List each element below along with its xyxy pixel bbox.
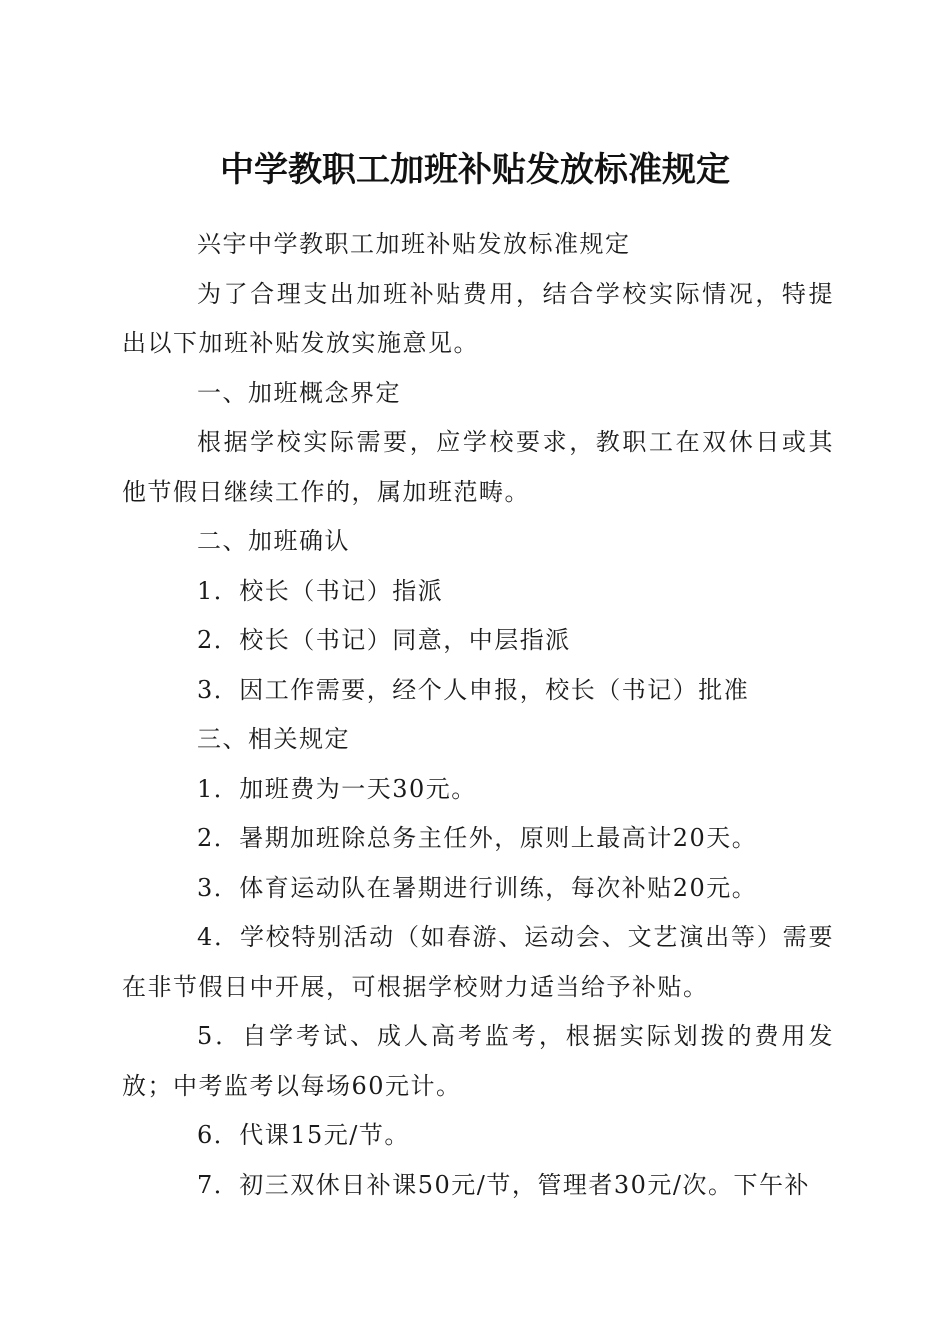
list-item: 4．学校特别活动（如春游、运动会、文艺演出等）需要在非节假日中开展，可根据学校财力适当给予补贴。 xyxy=(122,923,834,1001)
list-item: 2．校长（书记）同意，中层指派 xyxy=(197,626,571,654)
list-item: 3．体育运动队在暑期进行训练，每次补贴20元。 xyxy=(197,873,758,902)
section-heading-3: 三、相关规定 xyxy=(197,725,350,753)
paragraph-intro: 为了合理支出加班补贴费用，结合学校实际情况，特提出以下加班补贴发放实施意见。 xyxy=(122,279,834,357)
paragraph-subtitle: 兴宇中学教职工加班补贴发放标准规定 xyxy=(197,230,631,258)
list-item: 1．加班费为一天30元。 xyxy=(197,774,477,803)
list-item: 2．暑期加班除总务主任外，原则上最高计20天。 xyxy=(197,824,758,852)
section-heading-2: 二、加班确认 xyxy=(197,527,350,555)
section-heading-1: 一、加班概念界定 xyxy=(197,378,401,407)
list-item: 5．自学考试、成人高考监考，根据实际划拨的费用发放；中考监考以每场60元计。 xyxy=(122,1022,834,1100)
list-item: 6．代课15元/节。 xyxy=(197,1121,410,1149)
list-item: 7．初三双休日补课50元/节，管理者30元/次。下午补 xyxy=(197,1170,811,1199)
document-title: 中学教职工加班补贴发放标准规定 xyxy=(220,150,730,190)
document-body xyxy=(122,220,834,1210)
paragraph-definition: 根据学校实际需要，应学校要求，教职工在双休日或其他节假日继续工作的，属加班范畴。 xyxy=(122,428,834,506)
list-item: 1．校长（书记）指派 xyxy=(197,576,444,605)
list-item: 3．因工作需要，经个人申报，校长（书记）批准 xyxy=(197,675,750,704)
